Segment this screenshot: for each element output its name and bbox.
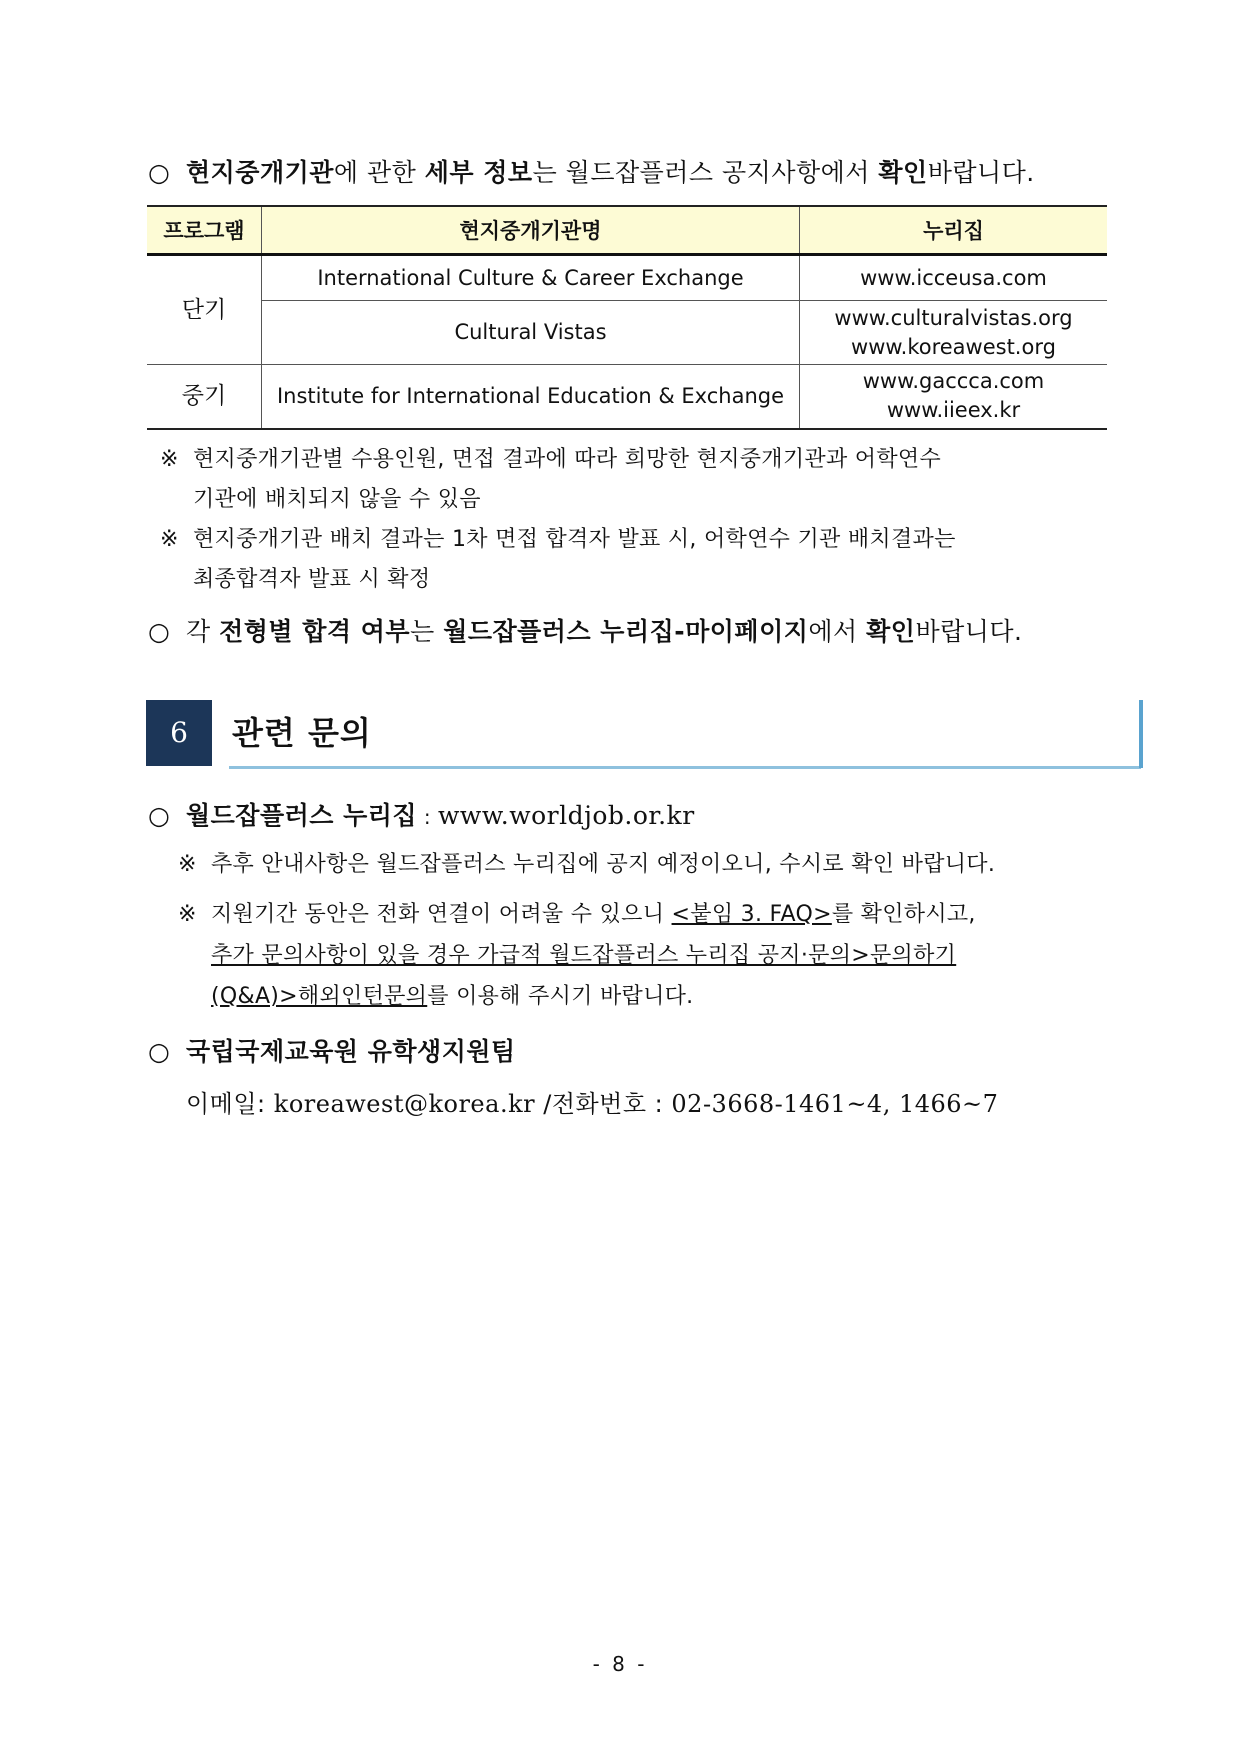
table-row [147,255,1107,301]
section-right-bar [1139,700,1143,768]
intro-text-2: 는 월드잡플러스 공지사항에서 [532,158,879,187]
bullet-circle: ○ [148,158,171,187]
result-line [148,612,1023,648]
note-text: 지원기간 동안은 전화 연결이 어려울 수 있으니 [211,902,672,927]
intro-text-1: 에 관한 [333,158,425,187]
program-short-term: 단기 [147,255,262,365]
result-text: 각 [186,617,220,646]
note-placement [160,440,1110,520]
contact-niied [148,1032,516,1068]
separator: : [417,805,439,829]
section-number: 6 [146,700,212,766]
email-address[interactable]: koreawest@korea.kr [273,1090,536,1118]
phone-number: 02-3668-1461~4, 1466~7 [671,1090,999,1118]
contact-worldjob [148,796,695,832]
section-underline [229,766,1141,769]
note-mark: ※ [160,527,179,552]
agency-website-cell [800,365,1108,429]
agency-table [147,205,1107,430]
contact-label: 월드잡플러스 누리집 [186,801,418,830]
note-result [160,520,1110,600]
agency-website-cell [800,301,1108,365]
note-text: 현지중개기관별 수용인원, 면접 결과에 따라 희망한 현지중개기관과 어학연수 [193,447,942,472]
note-mark: ※ [178,852,197,877]
intro-bold-1: 현지중개기관 [186,158,334,187]
intro-bold-2: 세부 정보 [424,158,533,187]
faq-link[interactable]: <붙임 3. FAQ> [671,902,832,927]
note-text: 기관에 배치되지 않을 수 있음 [193,487,481,512]
result-bold: 월드잡플러스 누리집-마이페이지 [443,617,809,646]
bullet-circle: ○ [148,617,171,646]
agency-name: Institute for International Education & Exchange [262,365,800,429]
agency-website[interactable]: www.gaccca.com [862,369,1045,394]
note-faq [178,894,1118,1017]
bullet-circle: ○ [148,1037,171,1066]
note-text: 를 이용해 주시기 바랍니다. [427,984,694,1009]
note-worldjob-notice [178,845,1118,885]
note-text: 추후 안내사항은 월드잡플러스 누리집에 공지 예정이오니, 수시로 확인 바랍니다. [211,852,996,877]
contact-label: 국립국제교육원 유학생지원팀 [186,1037,516,1066]
separator: / [535,1090,552,1118]
worldjob-url[interactable]: www.worldjob.or.kr [438,801,695,830]
table-header-row [147,206,1107,255]
note-text: 를 확인하시고, [831,902,976,927]
agency-website[interactable]: www.koreawest.org [851,334,1056,359]
agency-website[interactable]: www.iieex.kr [886,398,1021,423]
table-row [147,301,1107,365]
agency-name: Cultural Vistas [262,301,800,365]
intro-bold-3: 확인 [878,158,928,187]
note-mark: ※ [160,447,179,472]
qna-link[interactable]: (Q&A)>해외인턴문의 [211,984,428,1009]
qna-path[interactable]: 추가 문의사항이 있을 경우 가급적 월드잡플러스 누리집 공지·문의>문의하기 [211,943,957,968]
intro-line [148,153,1035,189]
bullet-circle: ○ [148,801,171,830]
email-label: 이메일: [186,1090,274,1118]
agency-name: International Culture & Career Exchange [262,255,800,301]
note-text: 최종합격자 발표 시 확정 [193,567,431,592]
program-mid-term: 중기 [147,365,262,429]
contact-details [186,1084,998,1119]
section-title: 관련 문의 [232,714,372,752]
table-row [147,365,1107,429]
header-program: 프로그램 [147,206,262,255]
agency-website[interactable]: www.culturalvistas.org [834,305,1073,330]
note-text: 현지중개기관 배치 결과는 1차 면접 합격자 발표 시, 어학연수 기관 배치결과는 [193,527,956,552]
result-text: 바랍니다. [915,617,1023,646]
result-text: 에서 [808,617,867,646]
page-number: - 8 - [592,1652,648,1676]
header-agency-name: 현지중개기관명 [262,206,800,255]
result-bold: 확인 [866,617,916,646]
result-text: 는 [410,617,444,646]
result-bold: 전형별 합격 여부 [219,617,411,646]
intro-text-3: 바랍니다. [927,158,1035,187]
note-mark: ※ [178,902,197,927]
agency-website[interactable]: www.icceusa.com [800,255,1108,301]
header-website: 누리집 [800,206,1108,255]
phone-label: 전화번호 : [551,1090,672,1118]
